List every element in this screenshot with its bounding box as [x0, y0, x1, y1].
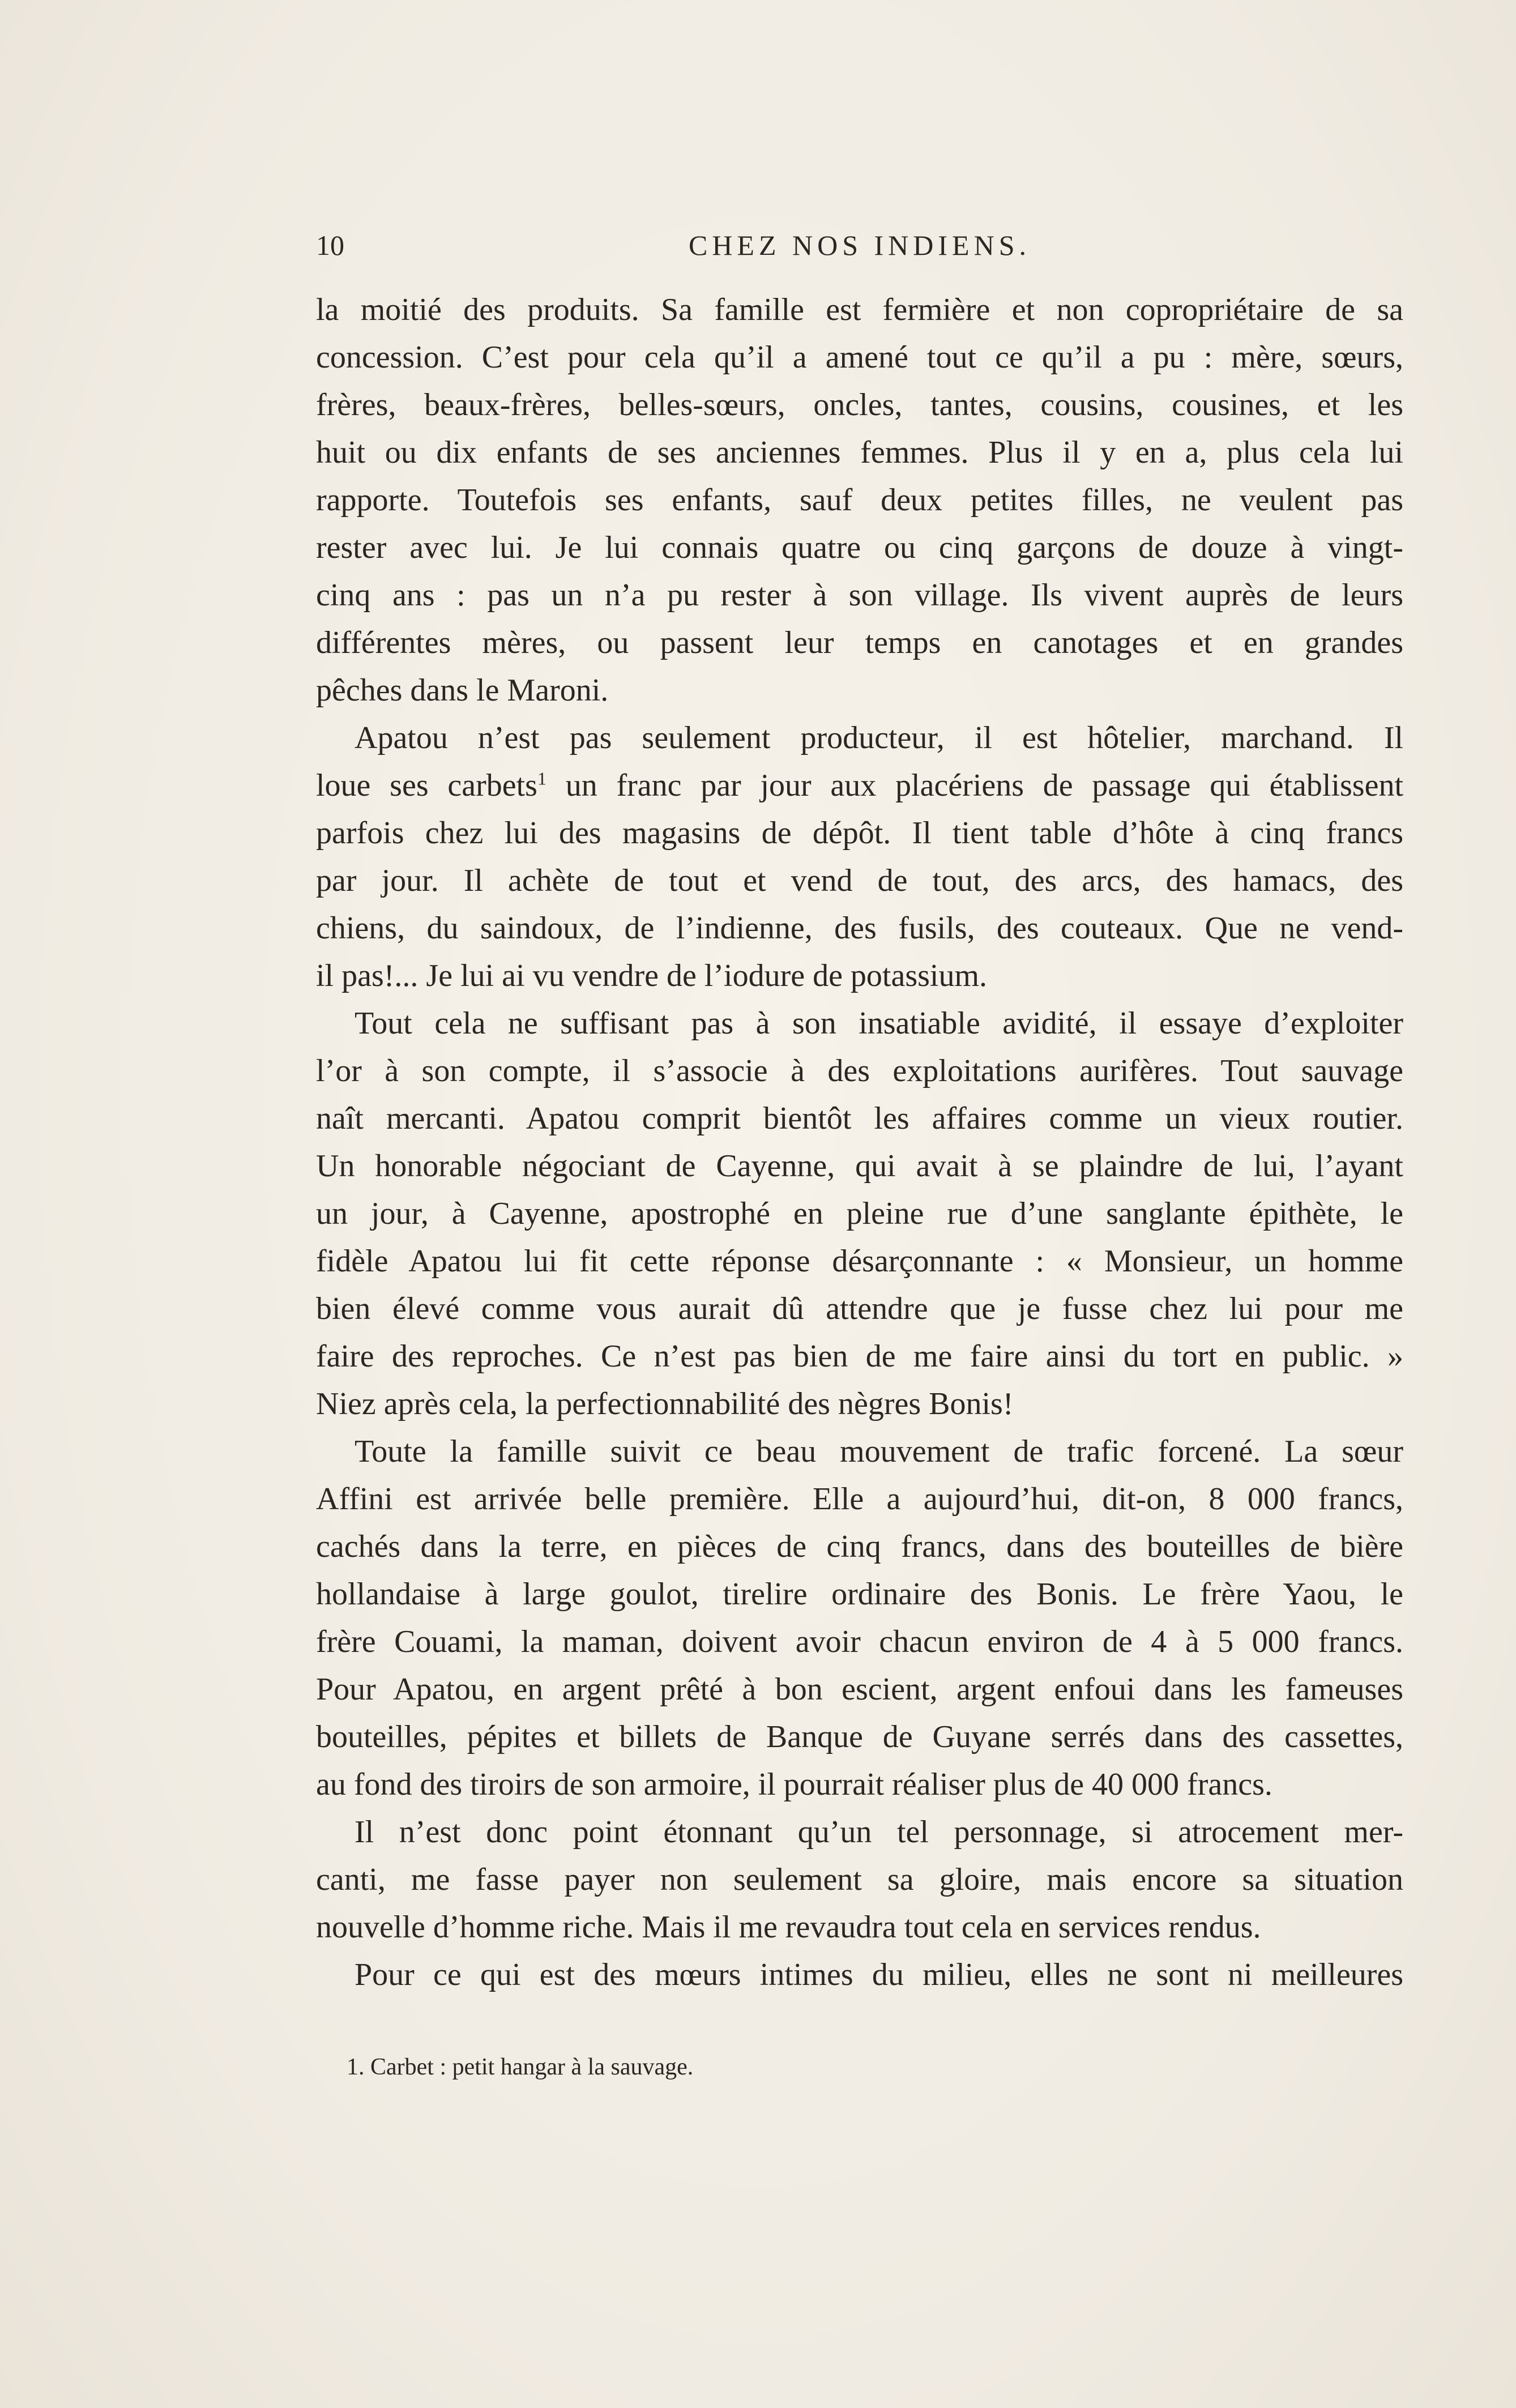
text-line: rapporte. Toutefois ses enfants, sauf deux petites filles, ne veulent pas — [316, 483, 1403, 518]
text-line: Niez après cela, la perfectionnabilité des nègres Bonis! — [316, 1386, 1014, 1421]
text-line: Toute la famille suivit ce beau mouvement de trafic forcené. La sœur — [355, 1434, 1403, 1469]
text-line: frère Couami, la maman, doivent avoir chacun environ de 4 à 5 000 francs. — [316, 1624, 1403, 1659]
text-line: Pour Apatou, en argent prêté à bon escient, argent enfoui dans les fameuses — [316, 1672, 1403, 1707]
text-line: canti, me fasse payer non seulement sa gloire, mais encore sa situation — [316, 1862, 1403, 1897]
text-line: huit ou dix enfants de ses anciennes femmes. Plus il y en a, plus cela lui — [316, 435, 1403, 470]
text-line: un jour, à Cayenne, apostrophé en pleine rue d’une sanglante épithète, le — [316, 1196, 1403, 1231]
text-line: chiens, du saindoux, de l’indienne, des fusils, des couteaux. Que ne vend- — [316, 911, 1403, 946]
footnote: 1. Carbet : petit hangar à la sauvage. — [347, 2054, 694, 2080]
text-line: nouvelle d’homme riche. Mais il me revaudra tout cela en services rendus. — [316, 1910, 1261, 1945]
text-line: hollandaise à large goulot, tirelire ordinaire des Bonis. Le frère Yaou, le — [316, 1577, 1403, 1612]
text-line: cachés dans la terre, en pièces de cinq francs, dans des bouteilles de bière — [316, 1529, 1403, 1564]
text-line: pêches dans le Maroni. — [316, 673, 609, 708]
running-title: CHEZ NOS INDIENS. — [688, 229, 1031, 261]
text-line: concession. C’est pour cela qu’il a amené tout ce qu’il a pu : mère, sœurs, — [316, 340, 1403, 375]
text-line: Il n’est donc point étonnant qu’un tel personnage, si atrocement mer- — [355, 1814, 1403, 1850]
page-header — [316, 225, 1403, 265]
text-line: au fond des tiroirs de son armoire, il pourrait réaliser plus de 40 000 francs. — [316, 1767, 1272, 1802]
text-line: Tout cela ne suffisant pas à son insatiable avidité, il essaye d’exploiter — [355, 1006, 1403, 1041]
body-text — [316, 286, 1403, 1999]
text-line: Affini est arrivée belle première. Elle a aujourd’hui, dit-on, 8 000 francs, — [316, 1481, 1403, 1517]
text-line: la moitié des produits. Sa famille est fermière et non copropriétaire de sa — [316, 292, 1403, 327]
footnote-reference: 1 — [537, 768, 546, 789]
text-line: différentes mères, ou passent leur temps en canotages et en grandes — [316, 625, 1403, 660]
text-line-start: loue ses carbets — [316, 768, 537, 803]
text-line: frères, beaux-frères, belles-sœurs, oncles, tantes, cousins, cousines, et les — [316, 387, 1403, 422]
text-line: bien élevé comme vous aurait dû attendre que je fusse chez lui pour me — [316, 1291, 1403, 1326]
text-line: Apatou n’est pas seulement producteur, il est hôtelier, marchand. Il — [355, 720, 1403, 755]
text-line: l’or à son compte, il s’associe à des exploitations aurifères. Tout sauvage — [316, 1053, 1403, 1088]
text-line: cinq ans : pas un n’a pu rester à son village. Ils vivent auprès de leurs — [316, 578, 1403, 613]
text-line: parfois chez lui des magasins de dépôt. Il tient table d’hôte à cinq francs — [316, 816, 1403, 851]
text-line: Pour ce qui est des mœurs intimes du milieu, elles ne sont ni meilleures — [355, 1957, 1403, 1992]
text-line: fidèle Apatou lui fit cette réponse désarçonnante : « Monsieur, un homme — [316, 1244, 1403, 1279]
text-line: Un honorable négociant de Cayenne, qui avait à se plaindre de lui, l’ayant — [316, 1149, 1403, 1184]
text-line: il pas!... Je lui ai vu vendre de l’iodure de potassium. — [316, 958, 988, 993]
text-line: par jour. Il achète de tout et vend de tout, des arcs, des hamacs, des — [316, 863, 1403, 898]
text-line: bouteilles, pépites et billets de Banque de Guyane serrés dans des cassettes, — [316, 1719, 1403, 1754]
text-line: naît mercanti. Apatou comprit bientôt les affaires comme un vieux routier. — [316, 1101, 1403, 1136]
text-line-with-footnote — [316, 762, 1403, 809]
text-line-end: un franc par jour aux placériens de passage qui établissent — [546, 768, 1403, 803]
text-line: rester avec lui. Je lui connais quatre ou cinq garçons de douze à vingt- — [316, 530, 1403, 565]
text-line: faire des reproches. Ce n’est pas bien de me faire ainsi du tort en public. » — [316, 1339, 1403, 1374]
page-number: 10 — [316, 229, 344, 261]
